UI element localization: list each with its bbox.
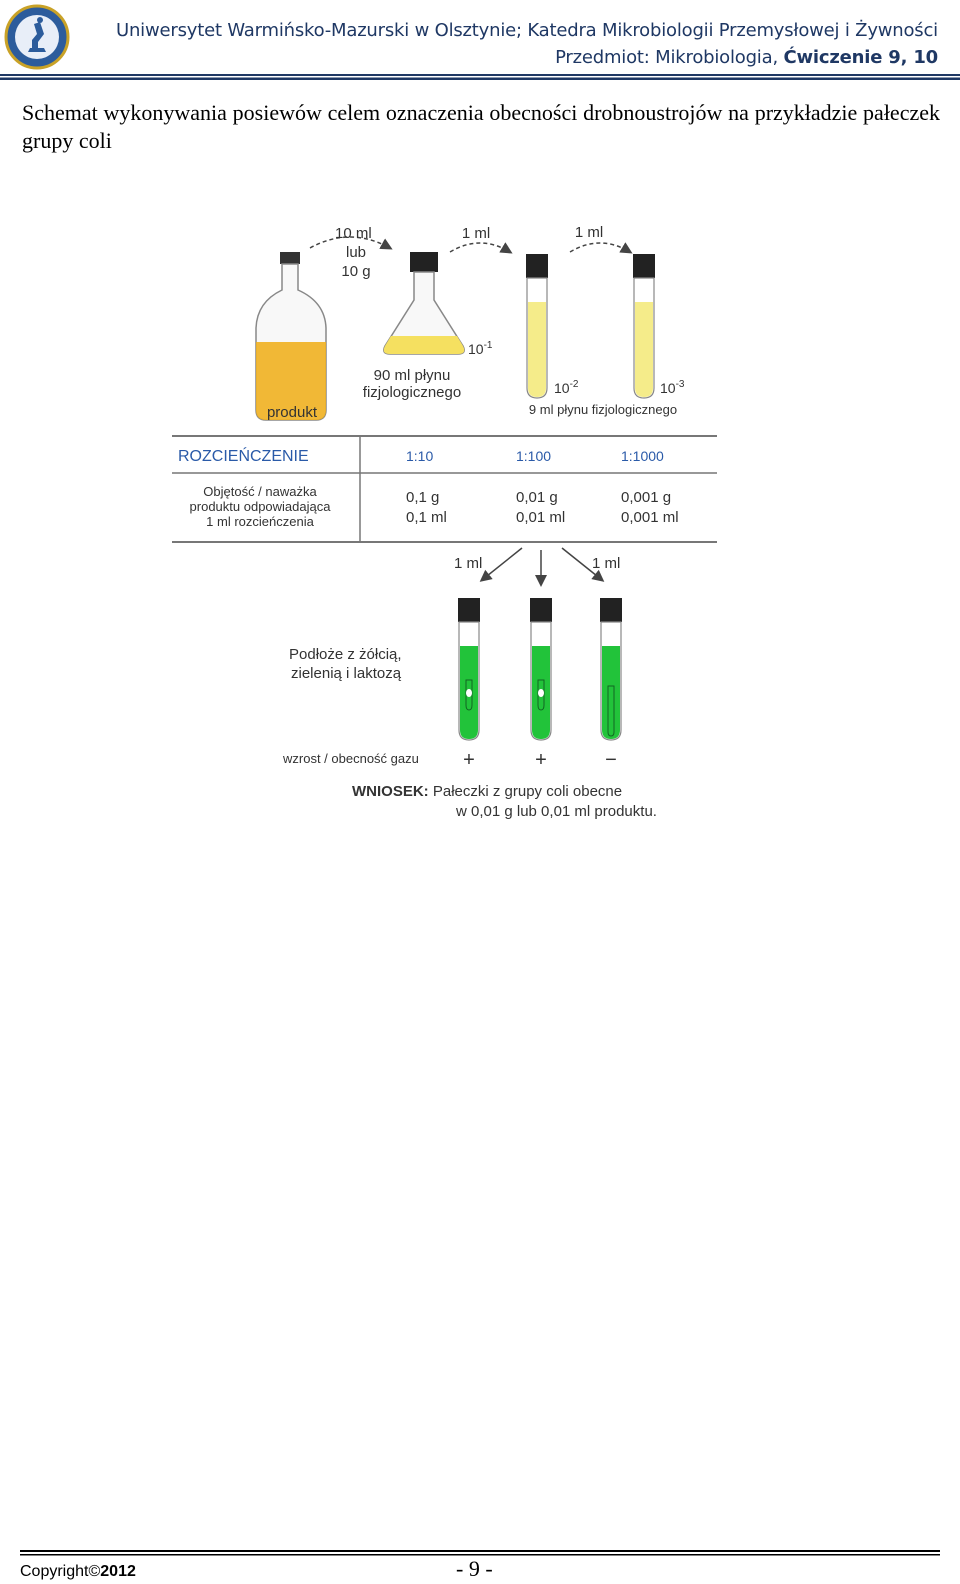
conclusion-text-1: Pałeczki z grupy coli obecne — [432, 783, 623, 800]
tube2-dilution-sup: -3 — [675, 379, 685, 390]
growth-label: wzrost / obecność gazu — [283, 751, 419, 766]
transfer-label-1ml-b: 1 ml — [574, 224, 604, 241]
transfer-label-10g: 10 g — [341, 263, 371, 280]
row-label-line3: 1 ml rozcieńczenia — [206, 514, 314, 529]
copyright-prefix: Copyright© — [20, 1563, 101, 1580]
copyright-year: 2012 — [100, 1563, 136, 1580]
tube1-dilution-exp — [554, 379, 579, 396]
result-tube-2: + — [535, 749, 547, 771]
result-tube-3: − — [605, 749, 617, 771]
flask-volume-label-2: fizjologicznego — [362, 384, 462, 401]
dilution-diagram — [160, 210, 740, 840]
header-subject-prefix: Przedmiot: Mikrobiologia, — [555, 47, 784, 68]
tube-volume-label: 9 ml płynu fizjologicznego — [528, 402, 678, 417]
tube2-dilution-exp — [660, 379, 685, 396]
dilution-1-100: 1:100 — [516, 448, 552, 464]
page-title: Schemat wykonywania posiewów celem oznaczenia obecności drobnoustrojów na przykładzie pałeczek grupy coli — [22, 100, 940, 153]
transfer-label-10ml: 10 ml — [335, 225, 372, 242]
transfer-label-1ml-a: 1 ml — [461, 225, 491, 242]
ml-1-1000: 0,001 ml — [621, 509, 679, 526]
footer-copyright — [20, 1563, 136, 1581]
header-subject — [555, 47, 938, 68]
transfer-label-or: lub — [345, 244, 367, 261]
university-logo-icon — [4, 4, 70, 70]
header-exercise: Ćwiczenie 9, 10 — [783, 47, 938, 68]
row-label-line2: produktu odpowiadająca — [189, 499, 331, 514]
conclusion-label: WNIOSEK: — [352, 783, 429, 800]
flask-volume-label: 90 ml płynu — [373, 367, 451, 384]
medium-label-line2: zielenią i laktozą — [291, 665, 402, 682]
inoculum-label-left: 1 ml — [454, 555, 483, 572]
header-institution: Uniwersytet Warmińsko-Mazurski w Olsztynie; Katedra Mikrobiologii Przemysłowej i Żywności — [116, 20, 938, 41]
conclusion-line2: w 0,01 g lub 0,01 ml produktu. — [456, 803, 657, 820]
inoculum-label-right: 1 ml — [592, 555, 621, 572]
dilution-1-1000: 1:1000 — [621, 448, 664, 464]
page-number: - 9 - — [456, 1556, 493, 1581]
row-label-line1: Objętość / naważka — [203, 484, 317, 499]
table-header-label: ROZCIEŃCZENIE — [178, 448, 309, 465]
transfer-arrow-2 — [450, 243, 510, 252]
header-divider — [0, 74, 960, 80]
flask-dilution-sup: -1 — [483, 340, 493, 351]
tube1-dilution-sup: -2 — [569, 379, 579, 390]
transfer-arrow-3 — [570, 243, 630, 252]
medium-tube-1-icon — [458, 598, 480, 740]
tube2-dilution-base: 10 — [660, 380, 676, 396]
dilution-1-10: 1:10 — [406, 448, 434, 464]
grams-1-1000: 0,001 g — [621, 489, 672, 506]
medium-label-line1: Podłoże z żółcią, — [289, 646, 402, 663]
inoculum-arrow-left — [482, 548, 522, 580]
dilution-tube-2-icon — [633, 254, 655, 398]
product-label: produkt — [266, 404, 318, 421]
dilution-tube-1-icon — [526, 254, 548, 398]
ml-1-10: 0,1 ml — [406, 509, 447, 526]
medium-tube-3-icon — [600, 598, 622, 740]
flask-dilution-exp — [468, 340, 493, 357]
page-header — [0, 0, 960, 80]
flask-dilution-base: 10 — [468, 341, 484, 357]
flask-icon — [384, 252, 464, 354]
conclusion-line1 — [352, 783, 622, 800]
medium-tube-2-icon — [530, 598, 552, 740]
result-tube-1: + — [463, 749, 475, 771]
ml-1-100: 0,01 ml — [516, 509, 566, 526]
grams-1-10: 0,1 g — [406, 489, 440, 506]
product-bottle-icon — [256, 252, 326, 420]
tube1-dilution-base: 10 — [554, 380, 570, 396]
grams-1-100: 0,01 g — [516, 489, 558, 506]
